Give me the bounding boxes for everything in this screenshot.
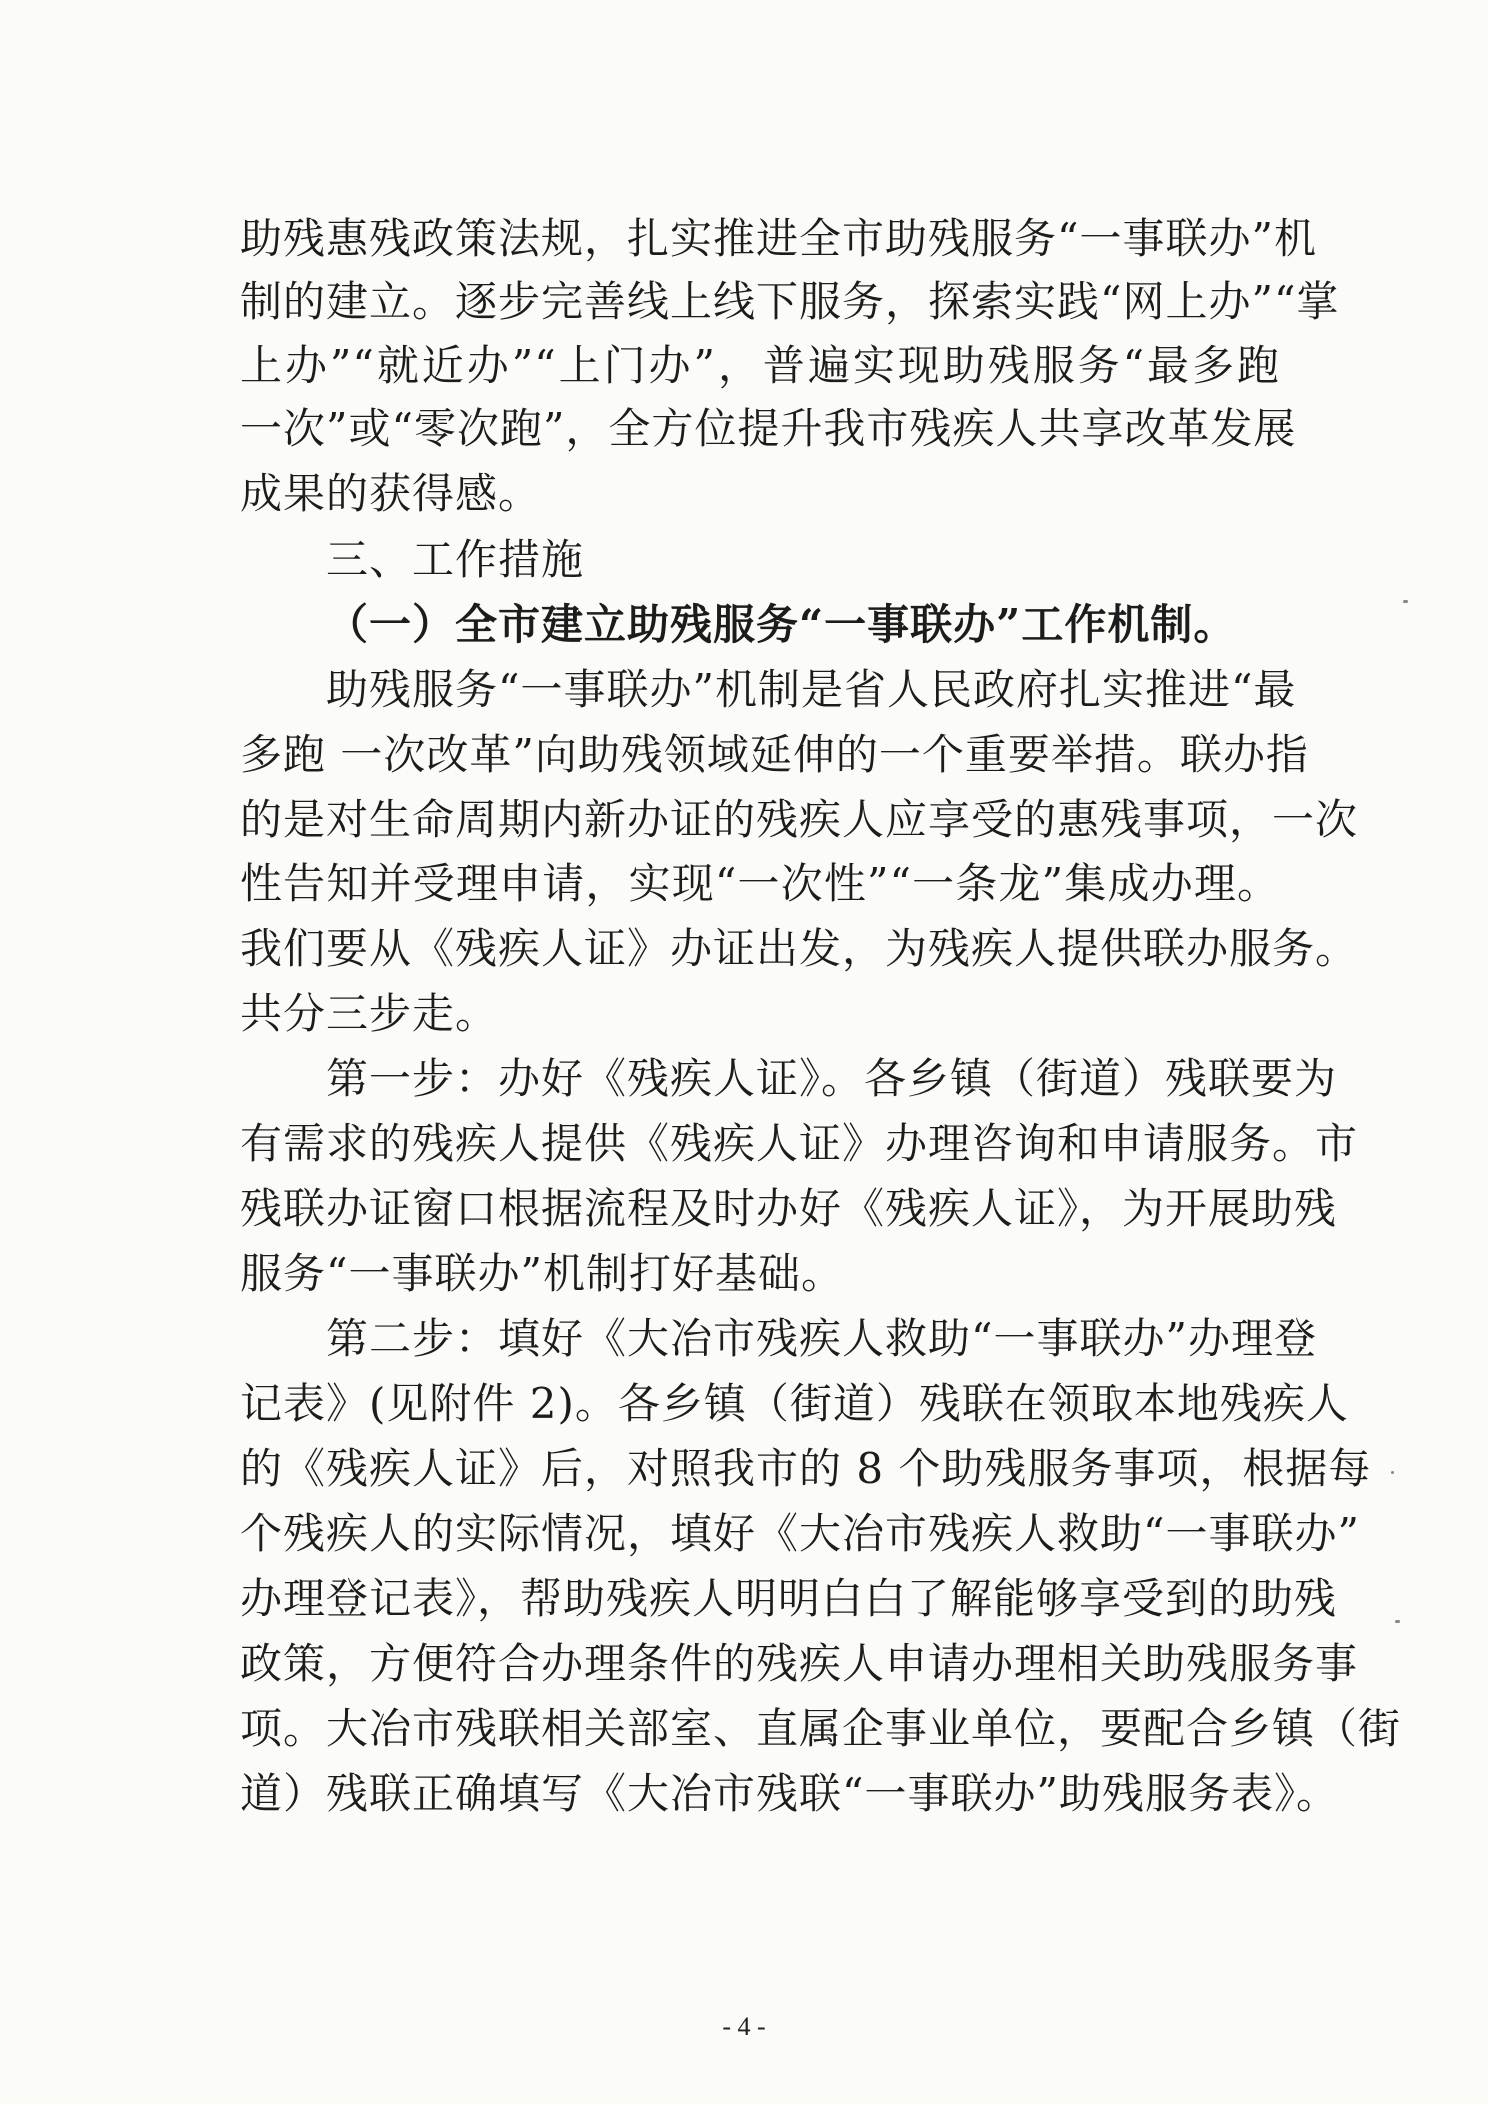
para3-line-8: 道）残联正确填写《大冶市残联“一事联办”助残服务表》。: [240, 1769, 1339, 1818]
body-line-1: 助残惠残政策法规，扎实推进全市助残服务“一事联办”机: [240, 214, 1317, 263]
para3-line-1: 第二步：填好《大冶市残疾人救助“一事联办”办理登: [326, 1314, 1317, 1363]
para3-line-2: 记表》(见附件 2)。各乡镇（街道）残联在领取本地残疾人: [240, 1379, 1349, 1428]
para3-line-4: 个残疾人的实际情况，填好《大冶市残疾人救助“一事联办”: [240, 1509, 1360, 1558]
para1-line-1: 助残服务“一事联办”机制是省人民政府扎实推进“最: [326, 665, 1297, 714]
para1-line-3: 的是对生命周期内新办证的残疾人应享受的惠残事项，一次: [240, 795, 1359, 844]
para1-line-6: 共分三步走。: [240, 989, 499, 1038]
body-line-5: 成果的获得感。: [240, 469, 542, 518]
subsection-heading: （一）全市建立助残服务“一事联办”工作机制。: [326, 600, 1237, 649]
para3-line-3: 的《残疾人证》后，对照我市的 8 个助残服务事项，根据每: [240, 1444, 1372, 1493]
para1-line-4: 性告知并受理申请，实现“一次性”“一条龙”集成办理。: [240, 859, 1280, 908]
scan-speck: [1403, 600, 1408, 603]
para1-line-5: 我们要从《残疾人证》办证出发，为残疾人提供联办服务。: [240, 924, 1359, 973]
page-number: - 4 -: [722, 2012, 766, 2041]
scan-speck: [1391, 1471, 1394, 1474]
body-line-3: 上办”“就近办”“上门办”，普遍实现助残服务“最多跑: [240, 341, 1280, 390]
para3-line-7: 项。大冶市残联相关部室、直属企事业单位，要配合乡镇（街: [240, 1704, 1402, 1753]
para3-line-5: 办理登记表》，帮助残疾人明明白白了解能够享受到的助残: [240, 1574, 1338, 1623]
body-line-2: 制的建立。逐步完善线上线下服务，探索实践“网上办”“掌: [240, 277, 1340, 326]
body-line-4: 一次”或“零次跑”，全方位提升我市残疾人共享改革发展: [240, 404, 1297, 453]
section-heading: 三、工作措施: [326, 535, 585, 584]
para1-line-2: 多跑 一次改革”向助残领域延伸的一个重要举措。联办指: [240, 730, 1309, 779]
para2-line-1: 第一步：办好《残疾人证》。各乡镇（街道）残联要为: [326, 1054, 1338, 1103]
para2-line-2: 有需求的残疾人提供《残疾人证》办理咨询和申请服务。市: [240, 1119, 1359, 1168]
scan-speck: [1395, 1620, 1400, 1623]
para2-line-4: 服务“一事联办”机制打好基础。: [240, 1249, 844, 1298]
para2-line-3: 残联办证窗口根据流程及时办好《残疾人证》，为开展助残: [240, 1184, 1338, 1233]
para3-line-6: 政策，方便符合办理条件的残疾人申请办理相关助残服务事: [240, 1639, 1359, 1688]
